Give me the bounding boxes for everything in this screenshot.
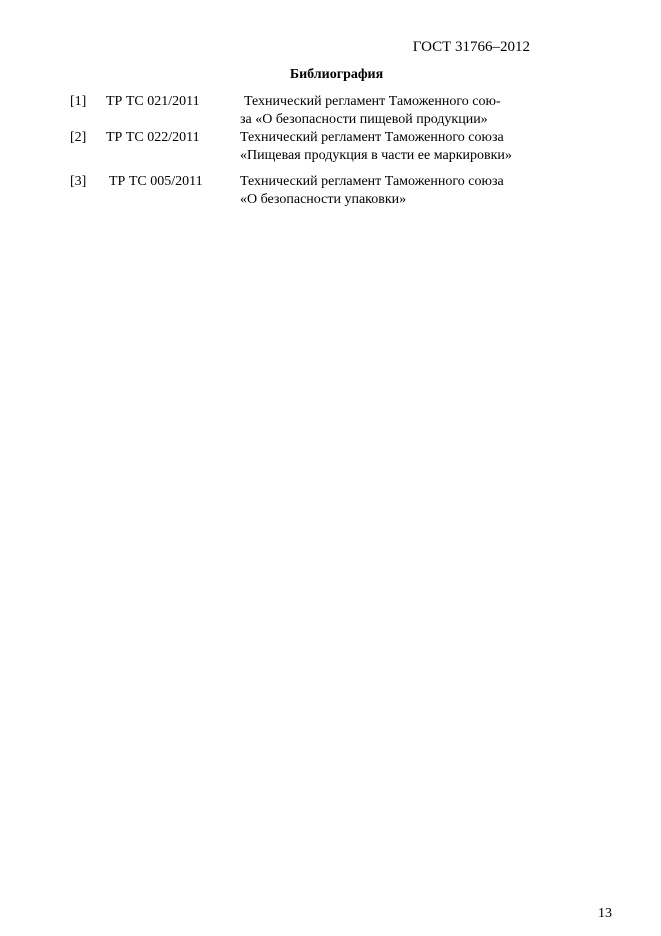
page-number: 13 xyxy=(598,906,612,921)
entry-title-line: Технический регламент Таможенного союза xyxy=(240,174,504,189)
entry-title xyxy=(240,129,550,165)
entry-code: ТР ТС 005/2011 xyxy=(109,174,203,189)
entry-title-line: Технический регламент Таможенного союза xyxy=(240,130,504,145)
entry-code: ТР ТС 021/2011 xyxy=(106,94,200,109)
entry-number: [1] xyxy=(70,94,87,109)
bibliography-list xyxy=(70,93,550,209)
entry-title-line: за «О безопасности пищевой продукции» xyxy=(240,112,488,127)
bibliography-entry xyxy=(70,129,550,165)
entry-title-line: «Пищевая продукция в части ее маркировки» xyxy=(240,148,512,163)
entry-title xyxy=(240,93,550,129)
entry-code: ТР ТС 022/2011 xyxy=(106,130,200,145)
entry-title xyxy=(240,173,550,209)
entry-number: [2] xyxy=(70,130,87,145)
bibliography-entry xyxy=(70,93,550,129)
document-code: ГОСТ 31766–2012 xyxy=(412,39,530,55)
entry-title-line: Технический регламент Таможенного сою- xyxy=(244,94,501,109)
bibliography-entry xyxy=(70,173,550,209)
section-title: Библиография xyxy=(289,67,384,82)
entry-title-line: «О безопасности упаковки» xyxy=(240,192,407,207)
entry-number: [3] xyxy=(70,174,87,189)
